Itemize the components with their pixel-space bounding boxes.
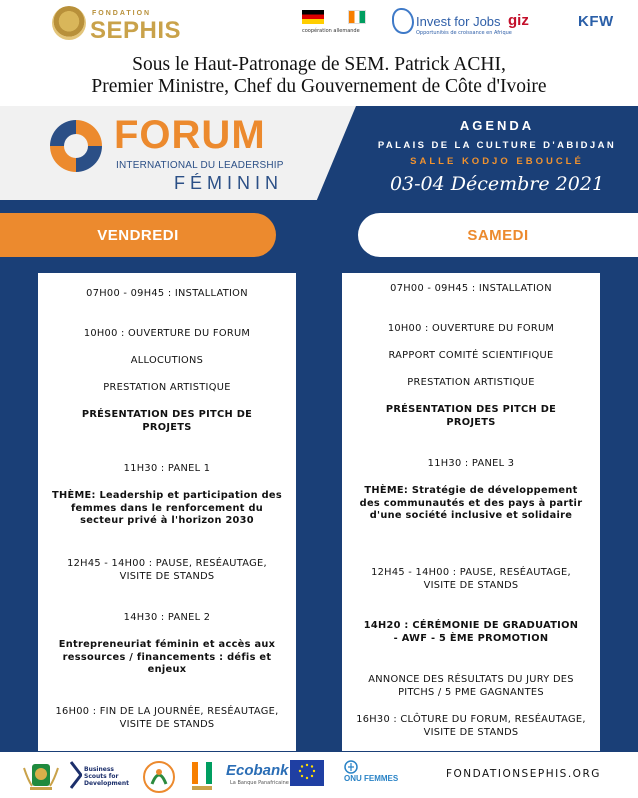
forum-title: FORUM [114, 113, 266, 157]
patronage-line-2: Premier Ministre, Chef du Gouvernement de Côte d'Ivoire [91, 76, 547, 97]
forum-circle-logo-icon [142, 760, 176, 794]
european-union-flag-icon [290, 760, 324, 786]
bsd-logo-text: Business Scouts for Development [84, 766, 129, 787]
friday-item-prestation: PRESTATION ARTISTIQUE [103, 382, 231, 393]
saturday-item-theme-3: THÈME: Stratégie de développement des communautés et des pays à partir d'une société inclusive et solidaire [359, 485, 583, 521]
patronage-heading [0, 54, 638, 98]
forum-feminin: FÉMININ [174, 173, 283, 193]
patronage-line-1: Sous le Haut-Patronage de SEM. Patrick ACHI, [132, 54, 506, 75]
bsd-mark-icon [70, 760, 82, 790]
partner-logos-top [0, 0, 638, 52]
sephis-fondation-text: FONDATION [92, 10, 152, 17]
giz-logo [508, 12, 568, 36]
cote-divoire-coat-of-arms-icon [22, 760, 60, 792]
friday-item-theme-2: Entrepreneuriat féminin et accès aux ressources / financements : défis et enjeux [58, 639, 276, 675]
friday-item-allocutions: ALLOCUTIONS [130, 355, 204, 366]
friday-item-panel-1: 11H30 : PANEL 1 [123, 463, 211, 474]
saturday-item-prestation: PRESTATION ARTISTIQUE [407, 377, 535, 388]
friday-program [38, 273, 296, 751]
saturday-program [342, 273, 600, 751]
saturday-item-cloture: 16H30 : CLÔTURE DU FORUM, RESÉAUTAGE, VISITE DE STANDS [356, 714, 586, 738]
friday-item-theme-1: THÈME: Leadership et participation des femmes dans le renforcement du secteur privé à l'horizon 2030 [52, 490, 282, 526]
cooperation-allemande-logo [302, 10, 372, 46]
agenda-venue: PALAIS DE LA CULTURE D'ABIDJAN [377, 140, 617, 151]
saturday-item-panel-3: 11H30 : PANEL 3 [427, 458, 515, 469]
day-pill-friday: VENDREDI [0, 213, 276, 257]
saturday-item-installation: 07H00 - 09H45 : INSTALLATION [390, 283, 552, 294]
saturday-item-graduation: 14H20 : CÉRÉMONIE DE GRADUATION - AWF - 5 ÈME PROMOTION [363, 620, 579, 644]
agenda-room: SALLE KODJO EBOUCLÉ [410, 156, 584, 167]
invest-for-jobs-logo [392, 8, 512, 44]
ministry-emblem-icon [190, 760, 214, 792]
agenda-dates: 03-04 Décembre 2021 [389, 173, 605, 195]
cooperation-text: coopération allemande [302, 28, 360, 34]
saturday-item-rapport: RAPPORT COMITÉ SCIENTIFIQUE [388, 350, 554, 361]
onu-femmes-logo: ONU FEMMES [344, 774, 399, 783]
kfw-logo: KFW [578, 13, 614, 30]
un-women-emblem-icon [344, 760, 358, 774]
forum-swirl-logo-icon [44, 114, 108, 178]
friday-item-fin: 16H00 : FIN DE LA JOURNÉE, RESÉAUTAGE, VISITE DE STANDS [55, 706, 279, 730]
ecobank-logo: Ecobank [226, 762, 289, 779]
forum-subtitle: INTERNATIONAL DU LEADERSHIP [116, 160, 284, 171]
friday-item-pause: 12H45 - 14H00 : PAUSE, RESÉAUTAGE, VISITE DE STANDS [67, 558, 267, 582]
saturday-item-resultats: ANNONCE DES RÉSULTATS DU JURY DES PITCHS / 5 PME GAGNANTES [368, 674, 574, 698]
saturday-item-pause: 12H45 - 14H00 : PAUSE, RESÉAUTAGE, VISITE DE STANDS [371, 567, 571, 591]
africa-map-icon [392, 8, 414, 34]
invest-for-jobs-subtitle: Opportunités de croissance en Afrique [416, 30, 512, 36]
friday-item-pitch: PRÉSENTATION DES PITCH DE PROJETS [81, 409, 253, 433]
ecobank-tagline: La Banque Panafricaine [230, 780, 289, 786]
germany-flag-icon [302, 10, 324, 24]
friday-item-panel-2: 14H30 : PANEL 2 [123, 612, 211, 623]
fondation-sephis-logo [52, 6, 182, 46]
agenda-title: AGENDA [459, 118, 535, 133]
sephis-name-text: SEPHIS [90, 17, 182, 44]
friday-item-ouverture: 10H00 : OUVERTURE DU FORUM [83, 328, 251, 339]
saturday-item-pitch: PRÉSENTATION DES PITCH DE PROJETS [385, 404, 557, 428]
website-link[interactable]: FONDATIONSEPHIS.ORG [446, 768, 601, 780]
agenda-block [356, 118, 638, 196]
saturday-item-ouverture: 10H00 : OUVERTURE DU FORUM [387, 323, 555, 334]
invest-for-jobs-title: Invest for Jobs [416, 14, 501, 29]
day-pill-saturday: SAMEDI [358, 213, 638, 257]
cote-divoire-flag-icon [348, 10, 366, 24]
friday-item-installation: 07H00 - 09H45 : INSTALLATION [86, 288, 248, 299]
sephis-emblem-icon [52, 6, 86, 40]
giz-text: giz [508, 12, 529, 29]
